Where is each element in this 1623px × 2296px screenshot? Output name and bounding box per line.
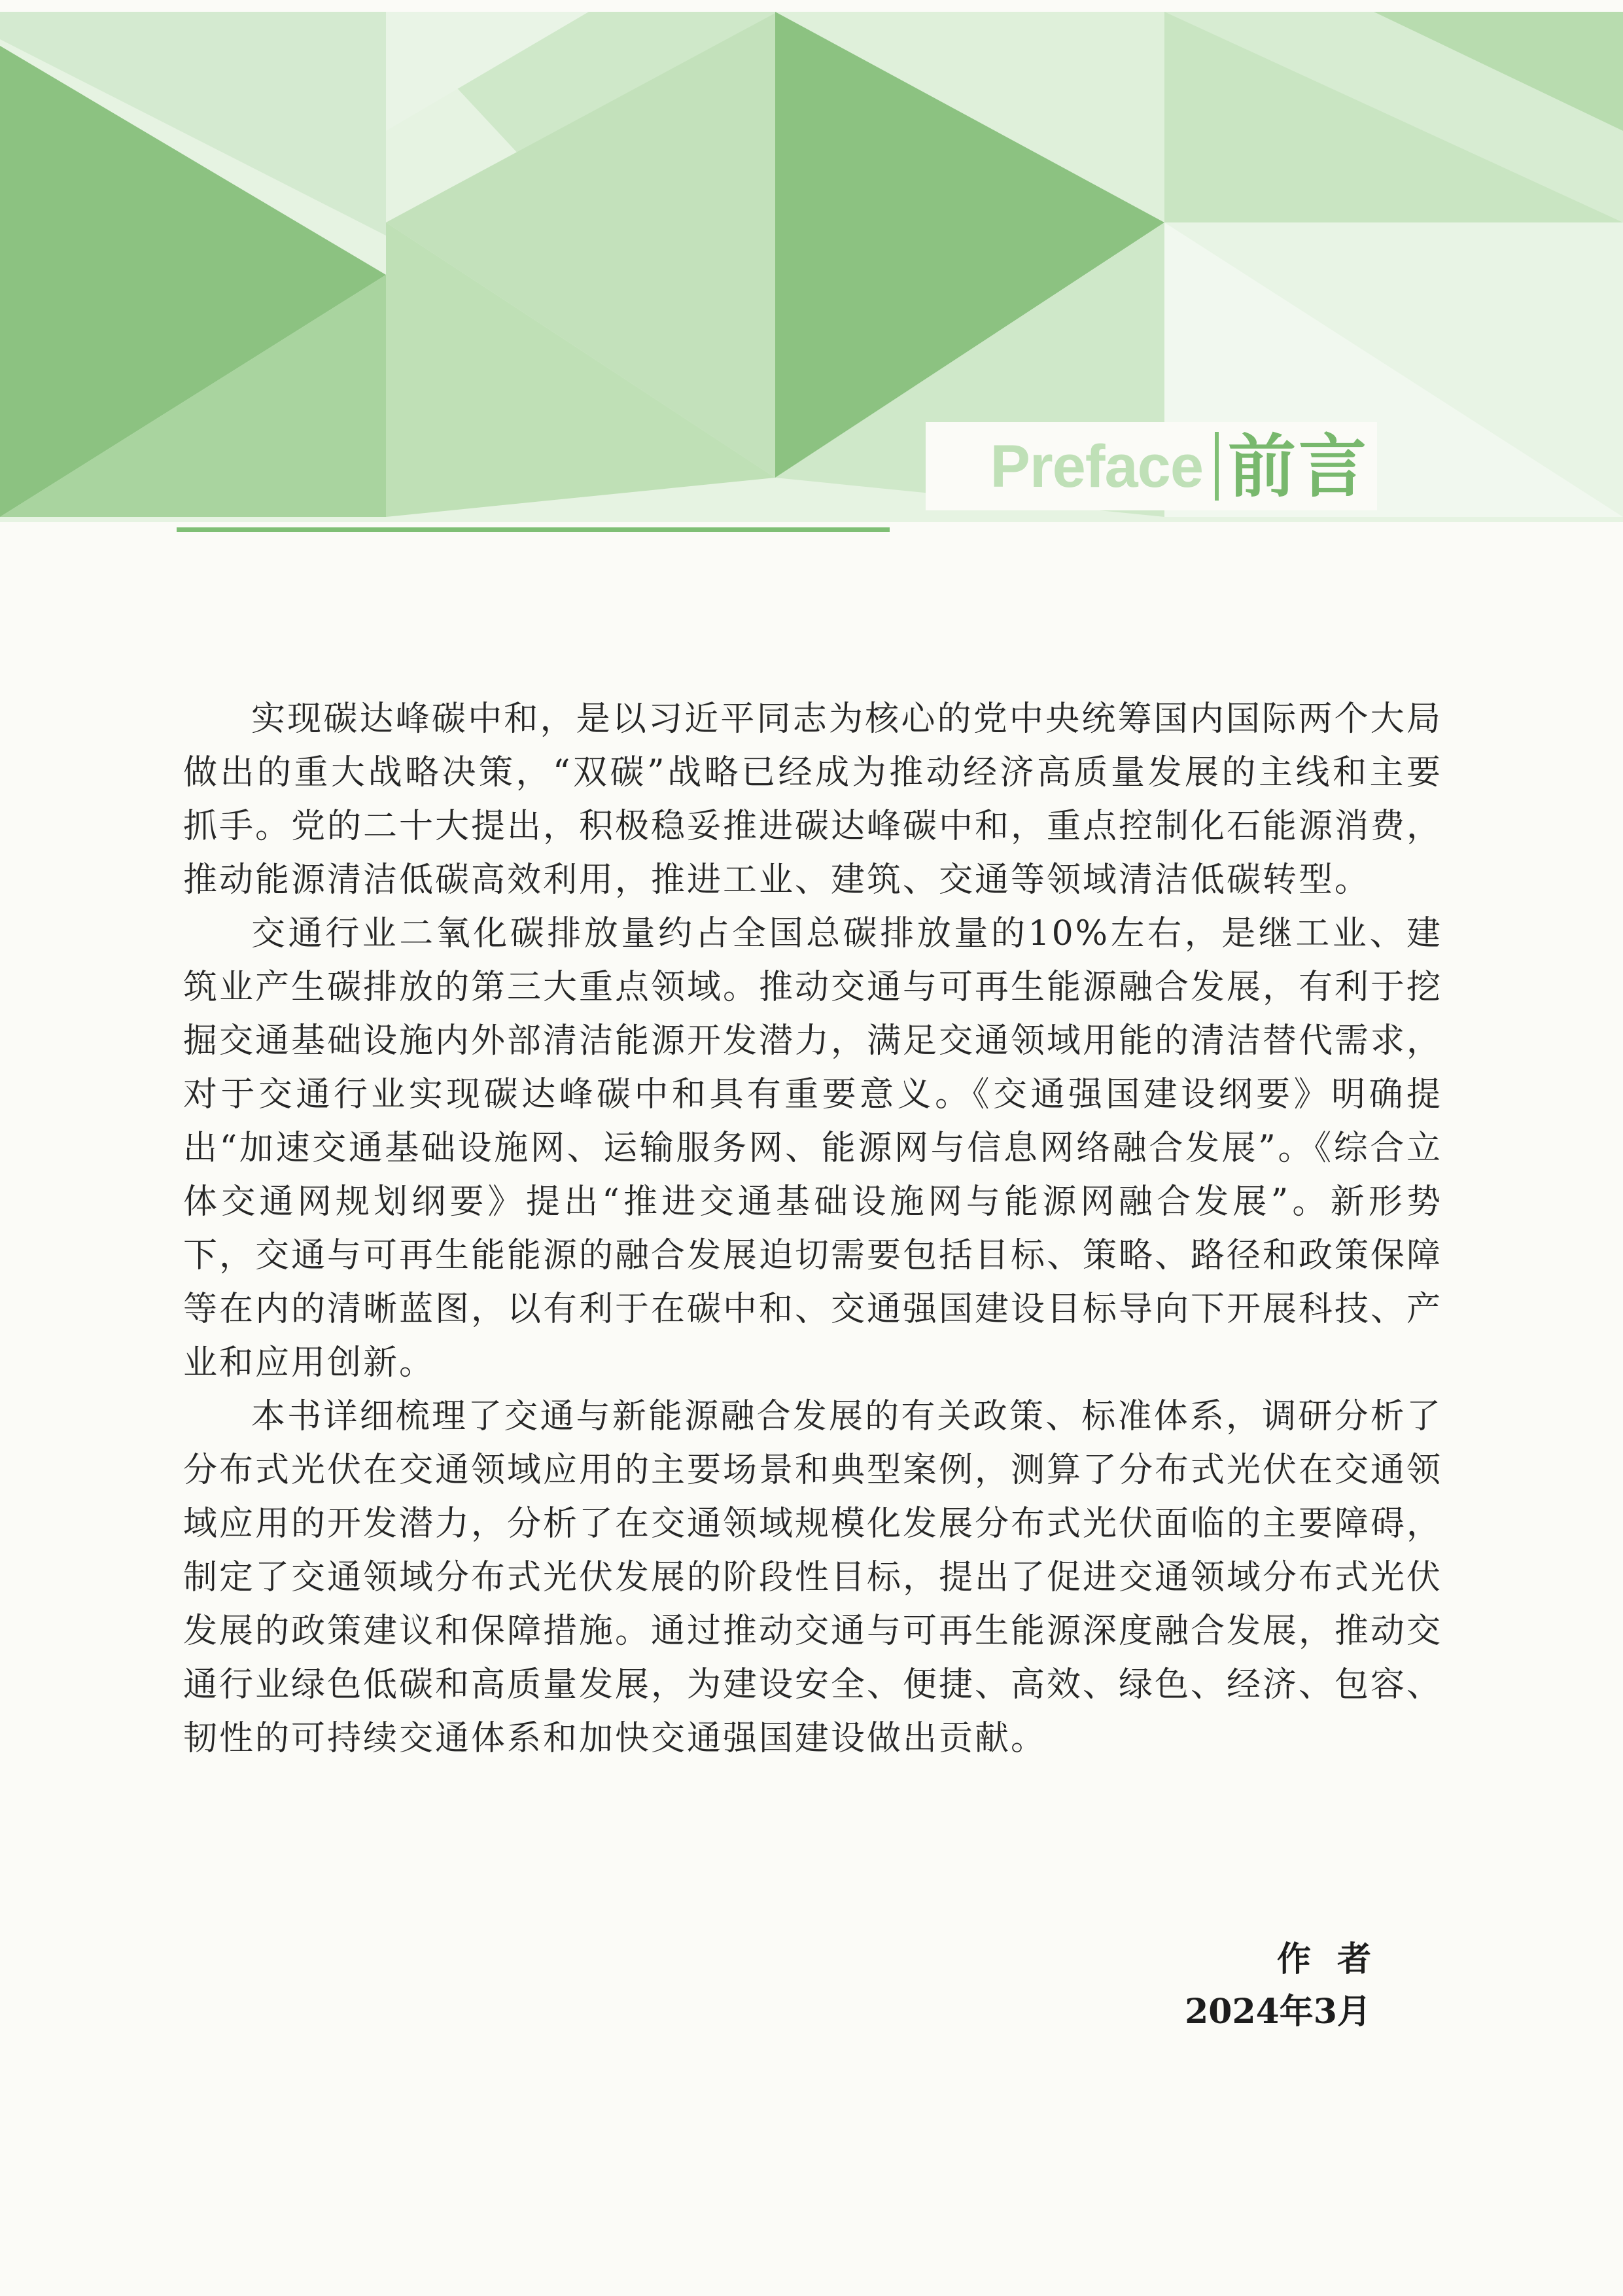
title-divider <box>1215 432 1219 501</box>
paragraph-2: 交通行业二氧化碳排放量约占全国总碳排放量的10%左右，是继工业、建筑业产生碳排放的第三大重点领域。推动交通与可再生能源融合发展，有利于挖掘交通基础设施内外部清洁能源开发潜力，满足交通领域用能的清洁替代需求，对于交通行业实现碳达峰碳中和具有重要意义。《交通强国建设纲要》明确提出“加速交通基础设施网、运输服务网、能源网与信息网络融合发展”。《综合立体交通网规划纲要》提出“推进交通基础设施网与能源网融合发展”。新形势下，交通与可再生能能源的融合发展迫切需要包括目标、策略、路径和政策保障等在内的清晰蓝图，以有利于在碳中和、交通强国建设目标导向下开展科技、产业和应用创新。 <box>183 914 1443 1383</box>
title-english: Preface <box>990 433 1203 500</box>
signature-date: 2024年3月 <box>1185 1992 1371 2032</box>
green-triangle-pattern <box>0 0 1623 543</box>
title-chinese: 前言 <box>1227 425 1369 506</box>
preface-body <box>183 692 1442 1765</box>
paragraph-3: 本书详细梳理了交通与新能源融合发展的有关政策、标准体系，调研分析了分布式光伏在交通领域应用的主要场景和典型案例，测算了分布式光伏在交通领域应用的开发潜力，分析了在交通领域规模化发展分布式光伏面临的主要障碍，制定了交通领域分布式光伏发展的阶段性目标，提出了促进交通领域分布式光伏发展的政策建议和保障措施。通过推动交通与可再生能源深度融合发展，推动交通行业绿色低碳和高质量发展，为建设安全、便捷、高效、绿色、经济、包容、韧性的可持续交通体系和加快交通强国建设做出贡献。 <box>183 1397 1443 1758</box>
signature-author: 作者 <box>1276 1939 1397 1979</box>
paragraph-1: 实现碳达峰碳中和，是以习近平同志为核心的党中央统筹国内国际两个大局做出的重大战略决策，“双碳”战略已经成为推动经济高质量发展的主线和主要抓手。党的二十大提出，积极稳妥推进碳达峰碳中和，重点控制化石能源消费，推动能源清洁低碳高效利用，推进工业、建筑、交通等领域清洁低碳转型。 <box>183 699 1443 900</box>
header-decoration <box>0 0 1623 543</box>
signature-block <box>1185 1934 1397 2038</box>
preface-title <box>926 422 1377 510</box>
